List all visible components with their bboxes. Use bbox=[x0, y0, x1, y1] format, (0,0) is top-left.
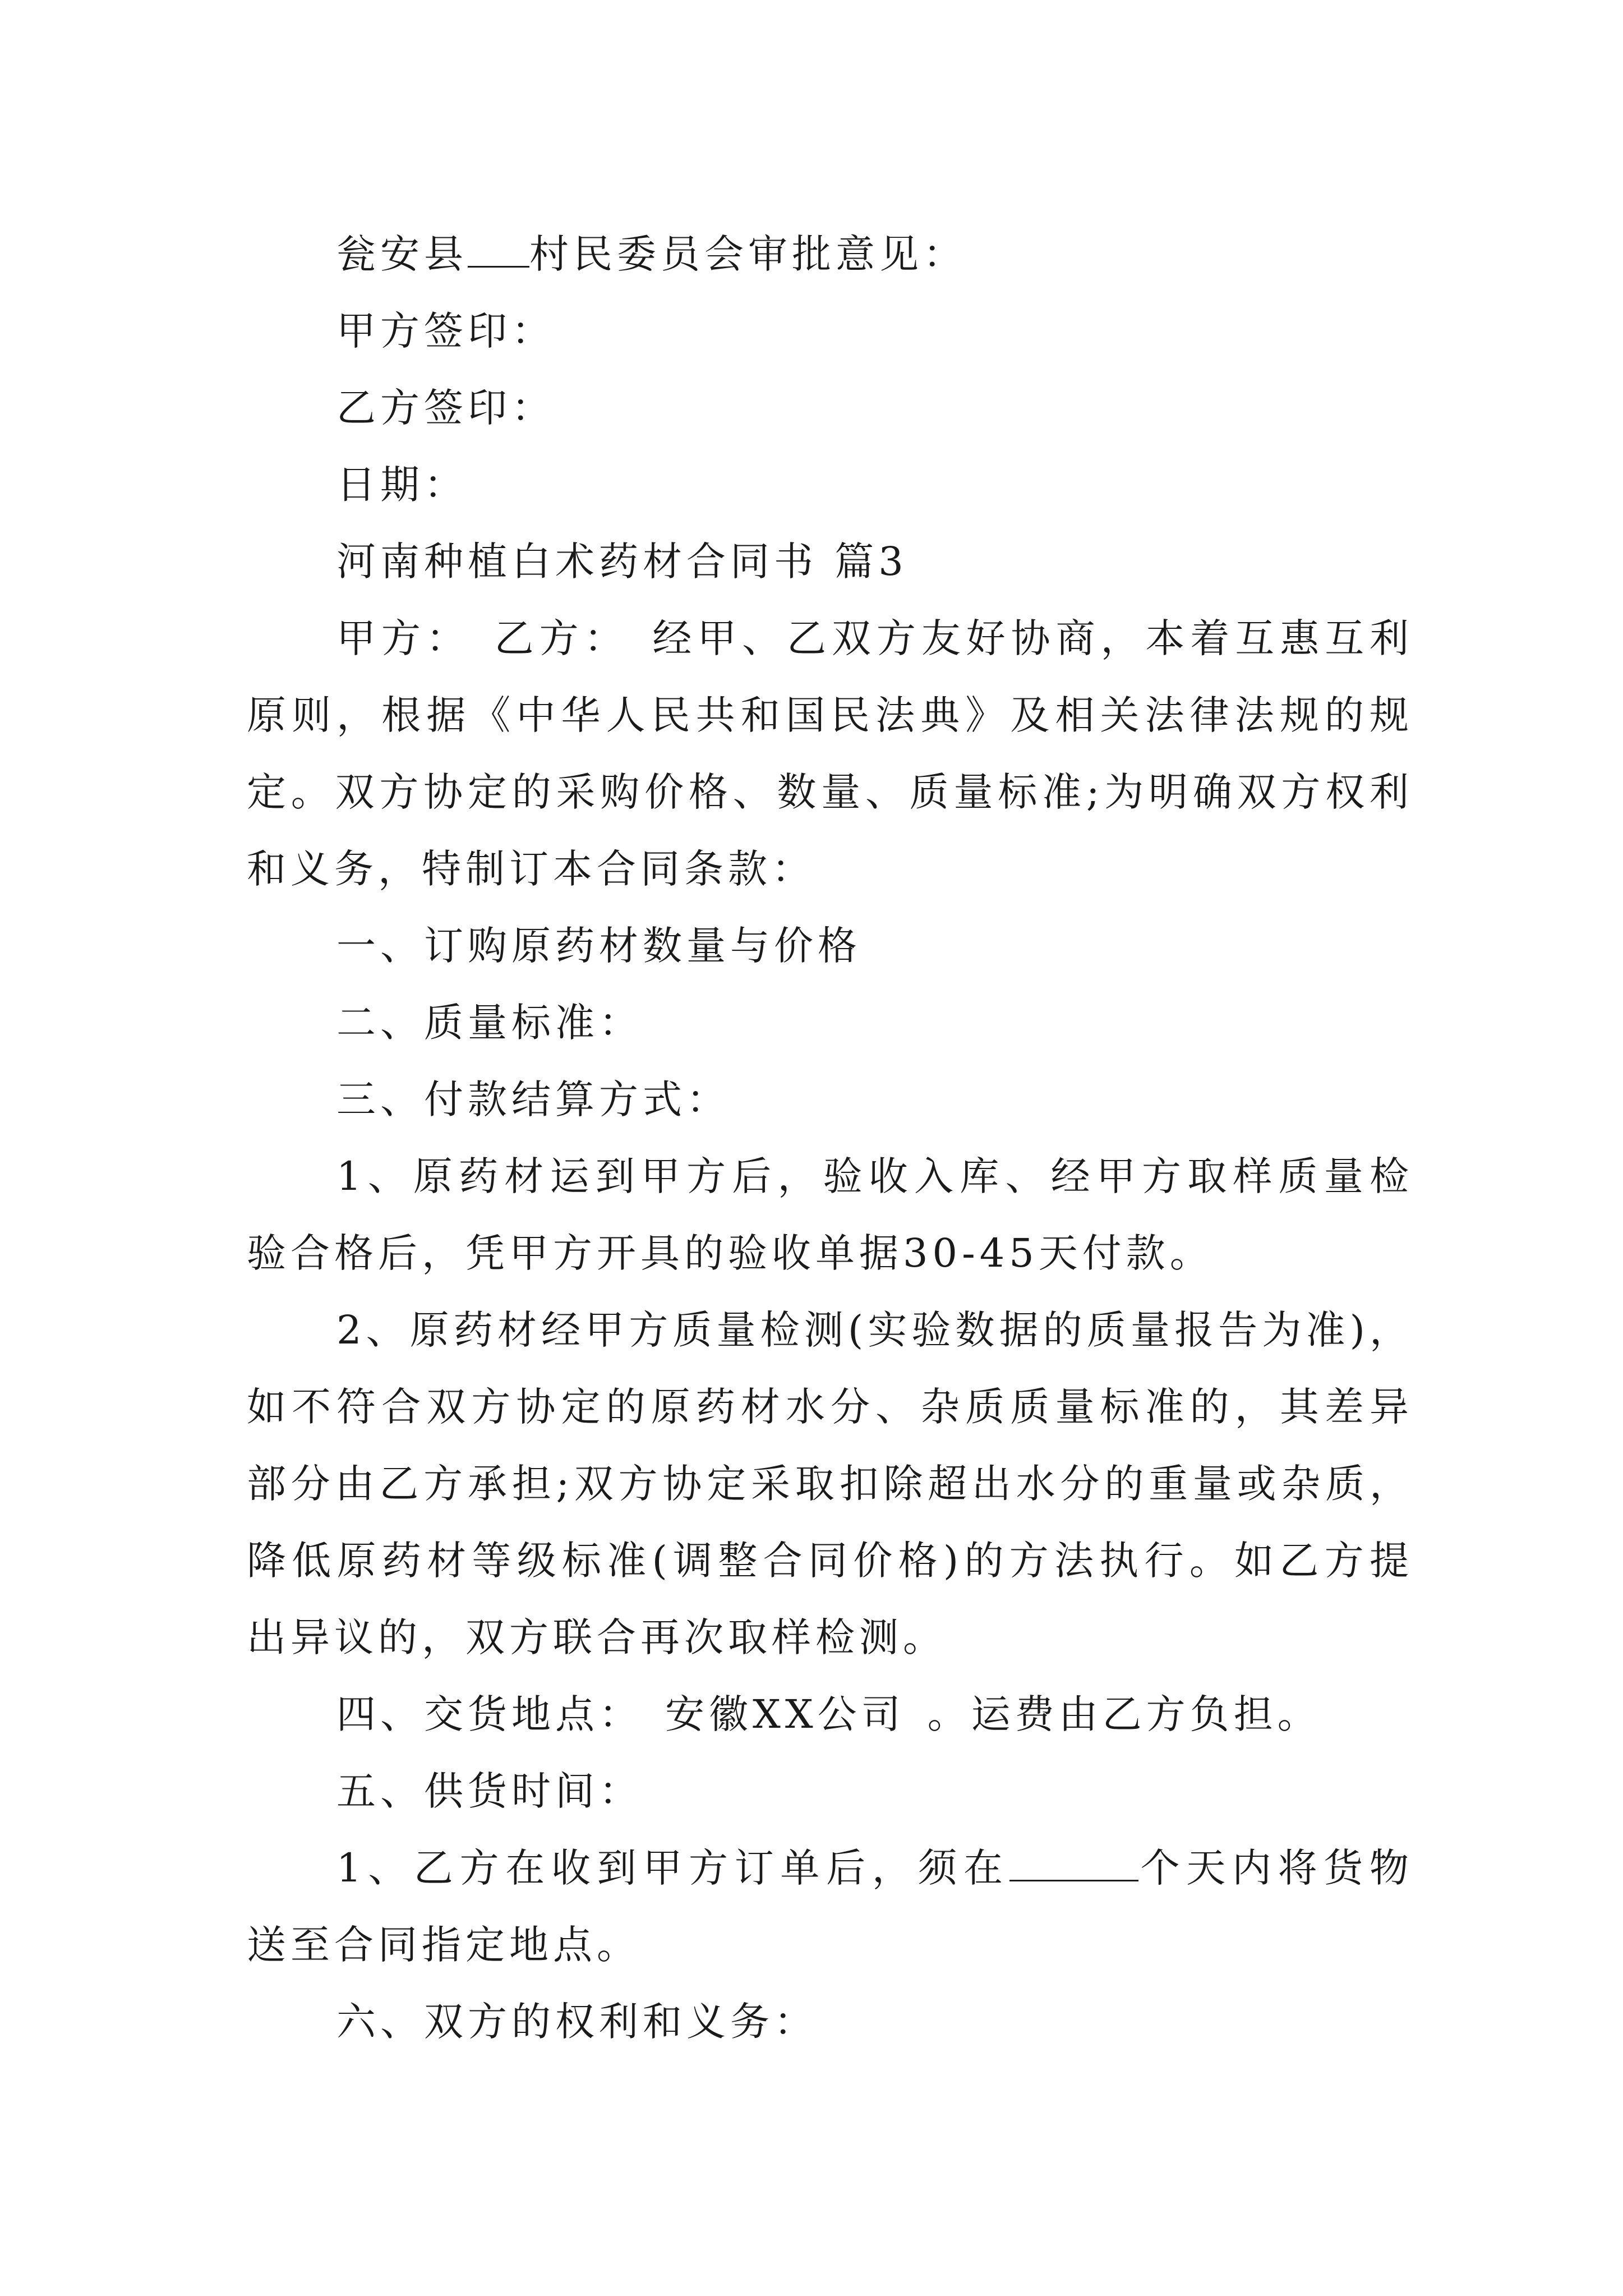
clause-3-2: 2、原药材经甲方质量检测(实验数据的质量报告为准)，如不符合双方协定的原药材水分、杂质质量标准的，其差异部分由乙方承担;双方协定采取扣除超出水分的重量或杂质，降低原药材等级标准(调整合同价格)的方法执行。如乙方提出异议的，双方联合再次取样检测。 bbox=[247, 1307, 1413, 1660]
intro-party-a: 甲方： bbox=[336, 615, 471, 661]
party-a-signature: 甲方签印： bbox=[336, 308, 555, 354]
contract-body bbox=[247, 216, 1413, 2060]
intro-paragraph bbox=[247, 600, 1413, 908]
clause-6: 六、双方的权利和义务： bbox=[336, 1999, 818, 2045]
clause-5-1 bbox=[247, 1830, 1413, 1984]
delivery-time-pre: 1、乙方在收到甲方订单后，须在 bbox=[336, 1845, 1009, 1891]
county-name: 瓮安县 bbox=[336, 231, 468, 277]
party-b-signature: 乙方签印： bbox=[336, 385, 555, 431]
clause-4 bbox=[247, 1676, 1413, 1753]
section-title: 河南种植白术药材合同书 篇3 bbox=[336, 539, 908, 585]
delivery-label: 四、交货地点： bbox=[336, 1691, 643, 1737]
freight-note: 。运费由乙方负担。 bbox=[927, 1691, 1321, 1737]
approval-line bbox=[247, 216, 1413, 293]
clause-1: 一、订购原药材数量与价格 bbox=[336, 923, 861, 969]
clause-3-1: 1、原药材运到甲方后，验收入库、经甲方取样质量检验合格后，凭甲方开具的验收单据30-45天付款。 bbox=[247, 1153, 1413, 1276]
clause-3: 三、付款结算方式： bbox=[336, 1076, 730, 1122]
approval-label: 村民委员会审批意见： bbox=[529, 231, 967, 277]
date-line: 日期： bbox=[336, 462, 468, 508]
delivery-place: 安徽XX公司 bbox=[665, 1691, 905, 1737]
clause-2: 二、质量标准： bbox=[336, 1000, 643, 1046]
days-blank bbox=[1009, 1848, 1138, 1881]
intro-party-b: 乙方： bbox=[493, 615, 629, 661]
intro-text: 经甲、乙双方友好协商，本着互惠互利原则，根据《中华人民共和国民法典》及相关法律法规的规定。双方协定的采购价格、数量、质量标准;为明确双方权利和义务，特制订本合同条款： bbox=[247, 615, 1414, 892]
village-blank bbox=[468, 234, 529, 268]
clause-5: 五、供货时间： bbox=[336, 1768, 643, 1814]
delivery-time-post: 个天内将货物送至合同指定地点。 bbox=[247, 1845, 1413, 1968]
